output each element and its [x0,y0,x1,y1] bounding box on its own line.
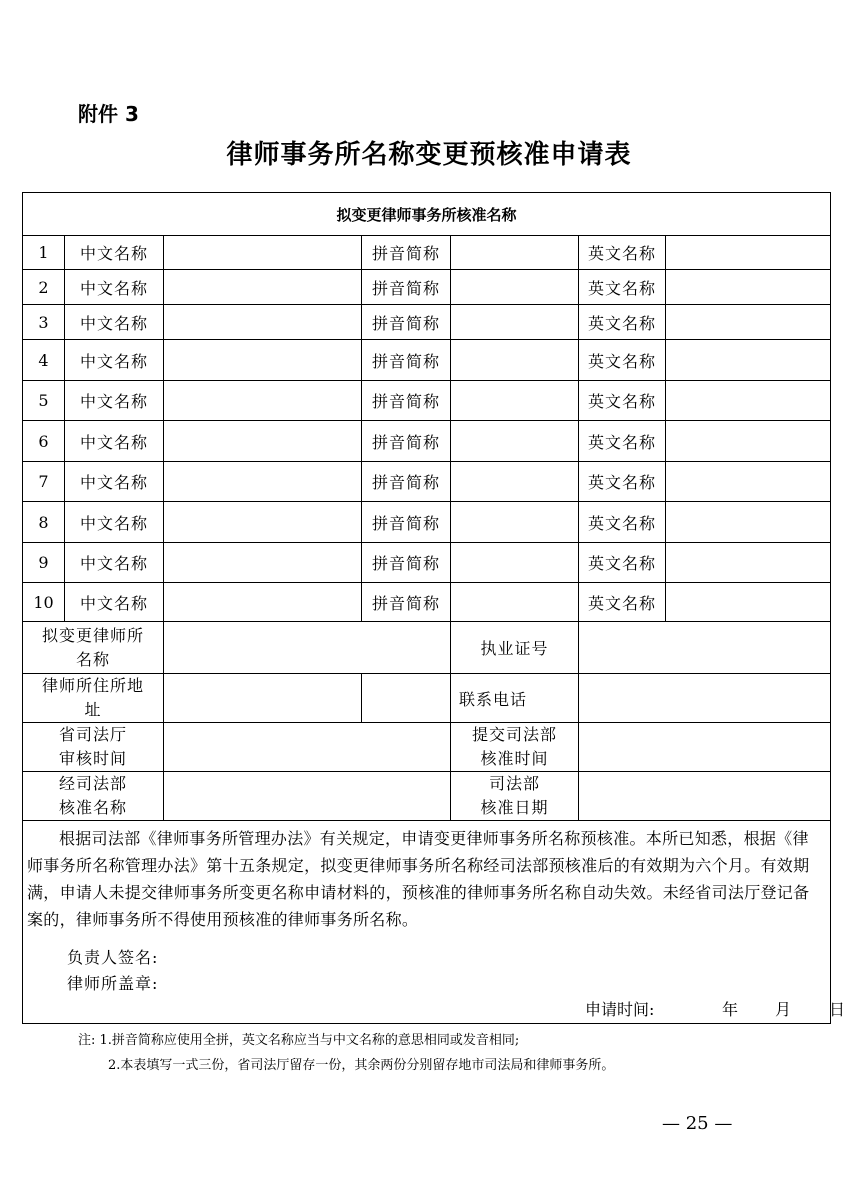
chinese-name-label: 中文名称 [65,421,164,462]
moj-approved-name-field[interactable] [164,772,451,821]
pinyin-abbr-label: 拼音简称 [362,583,451,622]
chinese-name-label: 中文名称 [65,462,164,502]
submit-moj-time-field[interactable] [579,723,831,772]
chinese-name-label: 中文名称 [65,543,164,583]
pinyin-abbr-field[interactable] [451,421,579,462]
pinyin-abbr-field[interactable] [451,543,579,583]
seal-label: 律师所盖章: [67,974,159,993]
note-1: 注: 1.拼音简称应使用全拼，英文名称应当与中文名称的意思相同或发音相同; [78,1033,520,1048]
english-name-field[interactable] [666,305,831,340]
day-label: 日 [829,1000,846,1019]
chinese-name-label: 中文名称 [65,340,164,381]
chinese-name-field[interactable] [164,502,362,543]
firm-name-row [23,622,831,674]
row-number: 2 [23,270,65,305]
english-name-label: 英文名称 [579,543,666,583]
english-name-field[interactable] [666,543,831,583]
attachment-label: 附件 3 [78,102,139,126]
firm-name-field[interactable] [164,622,451,674]
address-row [23,674,831,723]
english-name-label: 英文名称 [579,462,666,502]
moj-date-label-line2: 核准日期 [480,798,549,817]
signature-label: 负责人签名: [67,948,159,967]
moj-date-label-line1: 司法部 [488,774,540,793]
name-row [23,236,831,270]
page-number: — 25 — [662,1113,733,1134]
address-field-a[interactable] [164,674,362,723]
moj-approval-date-label [451,772,579,821]
chinese-name-label: 中文名称 [65,502,164,543]
note-2: 2.本表填写一式三份，省司法厅留存一份，其余两份分别留存地市司法局和律师事务所。 [108,1058,615,1073]
name-row [23,305,831,340]
statement-row [23,821,831,1024]
province-review-label-line1: 省司法厅 [58,725,127,744]
submit-moj-time-label [451,723,579,772]
address-field-b[interactable] [362,674,451,723]
firm-name-label-line1: 拟变更律师所 [41,625,144,645]
pinyin-abbr-field[interactable] [451,340,579,381]
pinyin-abbr-field[interactable] [451,583,579,622]
pinyin-abbr-label: 拼音简称 [362,340,451,381]
name-row [23,340,831,381]
english-name-label: 英文名称 [579,236,666,270]
chinese-name-label: 中文名称 [65,583,164,622]
pinyin-abbr-label: 拼音简称 [362,381,451,421]
english-name-field[interactable] [666,502,831,543]
english-name-field[interactable] [666,270,831,305]
row-number: 5 [23,381,65,421]
pinyin-abbr-field[interactable] [451,462,579,502]
statement-cell [23,821,846,1024]
province-review-label-line2: 审核时间 [58,749,127,768]
row-number: 7 [23,462,65,502]
english-name-label: 英文名称 [579,340,666,381]
submit-moj-label-line1: 提交司法部 [471,725,557,744]
chinese-name-field[interactable] [164,340,362,381]
english-name-field[interactable] [666,236,831,270]
english-name-label: 英文名称 [579,381,666,421]
chinese-name-field[interactable] [164,583,362,622]
phone-field[interactable] [579,674,831,723]
province-review-time-field[interactable] [164,723,451,772]
pinyin-abbr-field[interactable] [451,236,579,270]
english-name-label: 英文名称 [579,270,666,305]
pinyin-abbr-label: 拼音简称 [362,462,451,502]
statement-text: 根据司法部《律师事务所管理办法》有关规定，申请变更律师事务所名称预核准。本所已知悉，根据《律师事务所名称管理办法》第十五条规定，拟变更律师事务所名称经司法部预核准后的有效期为六个月。有效期满，申请人未提交律师事务所变更名称申请材料的，预核准的律师事务所名称自动失效。未经省司法厅登记备案的，律师事务所不得使用预核准的律师事务所名称。 [27,829,810,929]
pinyin-abbr-label: 拼音简称 [362,421,451,462]
province-review-time-label [23,723,164,772]
pinyin-abbr-field[interactable] [451,305,579,340]
row-number: 9 [23,543,65,583]
row-number: 4 [23,340,65,381]
license-number-field[interactable] [579,622,831,674]
form-title: 律师事务所名称变更预核准申请表 [226,140,632,170]
pinyin-abbr-label: 拼音简称 [362,305,451,340]
moj-name-label-line1: 经司法部 [58,774,127,793]
chinese-name-label: 中文名称 [65,305,164,340]
name-row [23,270,831,305]
row-number: 8 [23,502,65,543]
submit-moj-label-line2: 核准时间 [480,749,549,768]
name-row [23,381,831,421]
name-row [23,421,831,462]
pinyin-abbr-label: 拼音简称 [362,543,451,583]
pinyin-abbr-field[interactable] [451,502,579,543]
name-row [23,462,831,502]
row-number: 3 [23,305,65,340]
moj-approval-date-field[interactable] [579,772,831,821]
year-label: 年 [722,1000,739,1019]
pinyin-abbr-label: 拼音简称 [362,502,451,543]
english-name-label: 英文名称 [579,502,666,543]
firm-name-label [23,622,164,674]
english-name-field[interactable] [666,381,831,421]
application-form-table [22,192,846,1024]
address-label-line1: 律师所住所地 [41,676,144,695]
moj-name-label-line2: 核准名称 [58,798,127,817]
chinese-name-field[interactable] [164,462,362,502]
english-name-field[interactable] [666,421,831,462]
address-label-line2: 址 [84,700,102,719]
month-label: 月 [775,1000,792,1019]
row-number: 6 [23,421,65,462]
chinese-name-field[interactable] [164,421,362,462]
name-row [23,583,831,622]
english-name-field[interactable] [666,462,831,502]
chinese-name-field[interactable] [164,305,362,340]
english-name-field[interactable] [666,583,831,622]
pinyin-abbr-label: 拼音简称 [362,270,451,305]
address-label [23,674,164,723]
chinese-name-label: 中文名称 [65,270,164,305]
phone-label: 联系电话 [451,674,579,723]
chinese-name-field[interactable] [164,236,362,270]
firm-name-label-line2: 名称 [75,649,110,669]
license-number-label: 执业证号 [451,622,579,674]
row-number: 10 [23,583,65,622]
chinese-name-field[interactable] [164,270,362,305]
review-time-row [23,723,831,772]
english-name-field[interactable] [666,340,831,381]
chinese-name-label: 中文名称 [65,381,164,421]
chinese-name-field[interactable] [164,543,362,583]
row-number: 1 [23,236,65,270]
pinyin-abbr-label: 拼音简称 [362,236,451,270]
pinyin-abbr-field[interactable] [451,270,579,305]
apply-time-label: 申请时间: [585,1000,655,1019]
moj-approval-row [23,772,831,821]
chinese-name-field[interactable] [164,381,362,421]
pinyin-abbr-field[interactable] [451,381,579,421]
table-header: 拟变更律师事务所核准名称 [23,193,831,236]
name-row [23,502,831,543]
name-row [23,543,831,583]
english-name-label: 英文名称 [579,305,666,340]
moj-approved-name-label [23,772,164,821]
english-name-label: 英文名称 [579,583,666,622]
chinese-name-label: 中文名称 [65,236,164,270]
english-name-label: 英文名称 [579,421,666,462]
table-header-row [23,193,831,236]
